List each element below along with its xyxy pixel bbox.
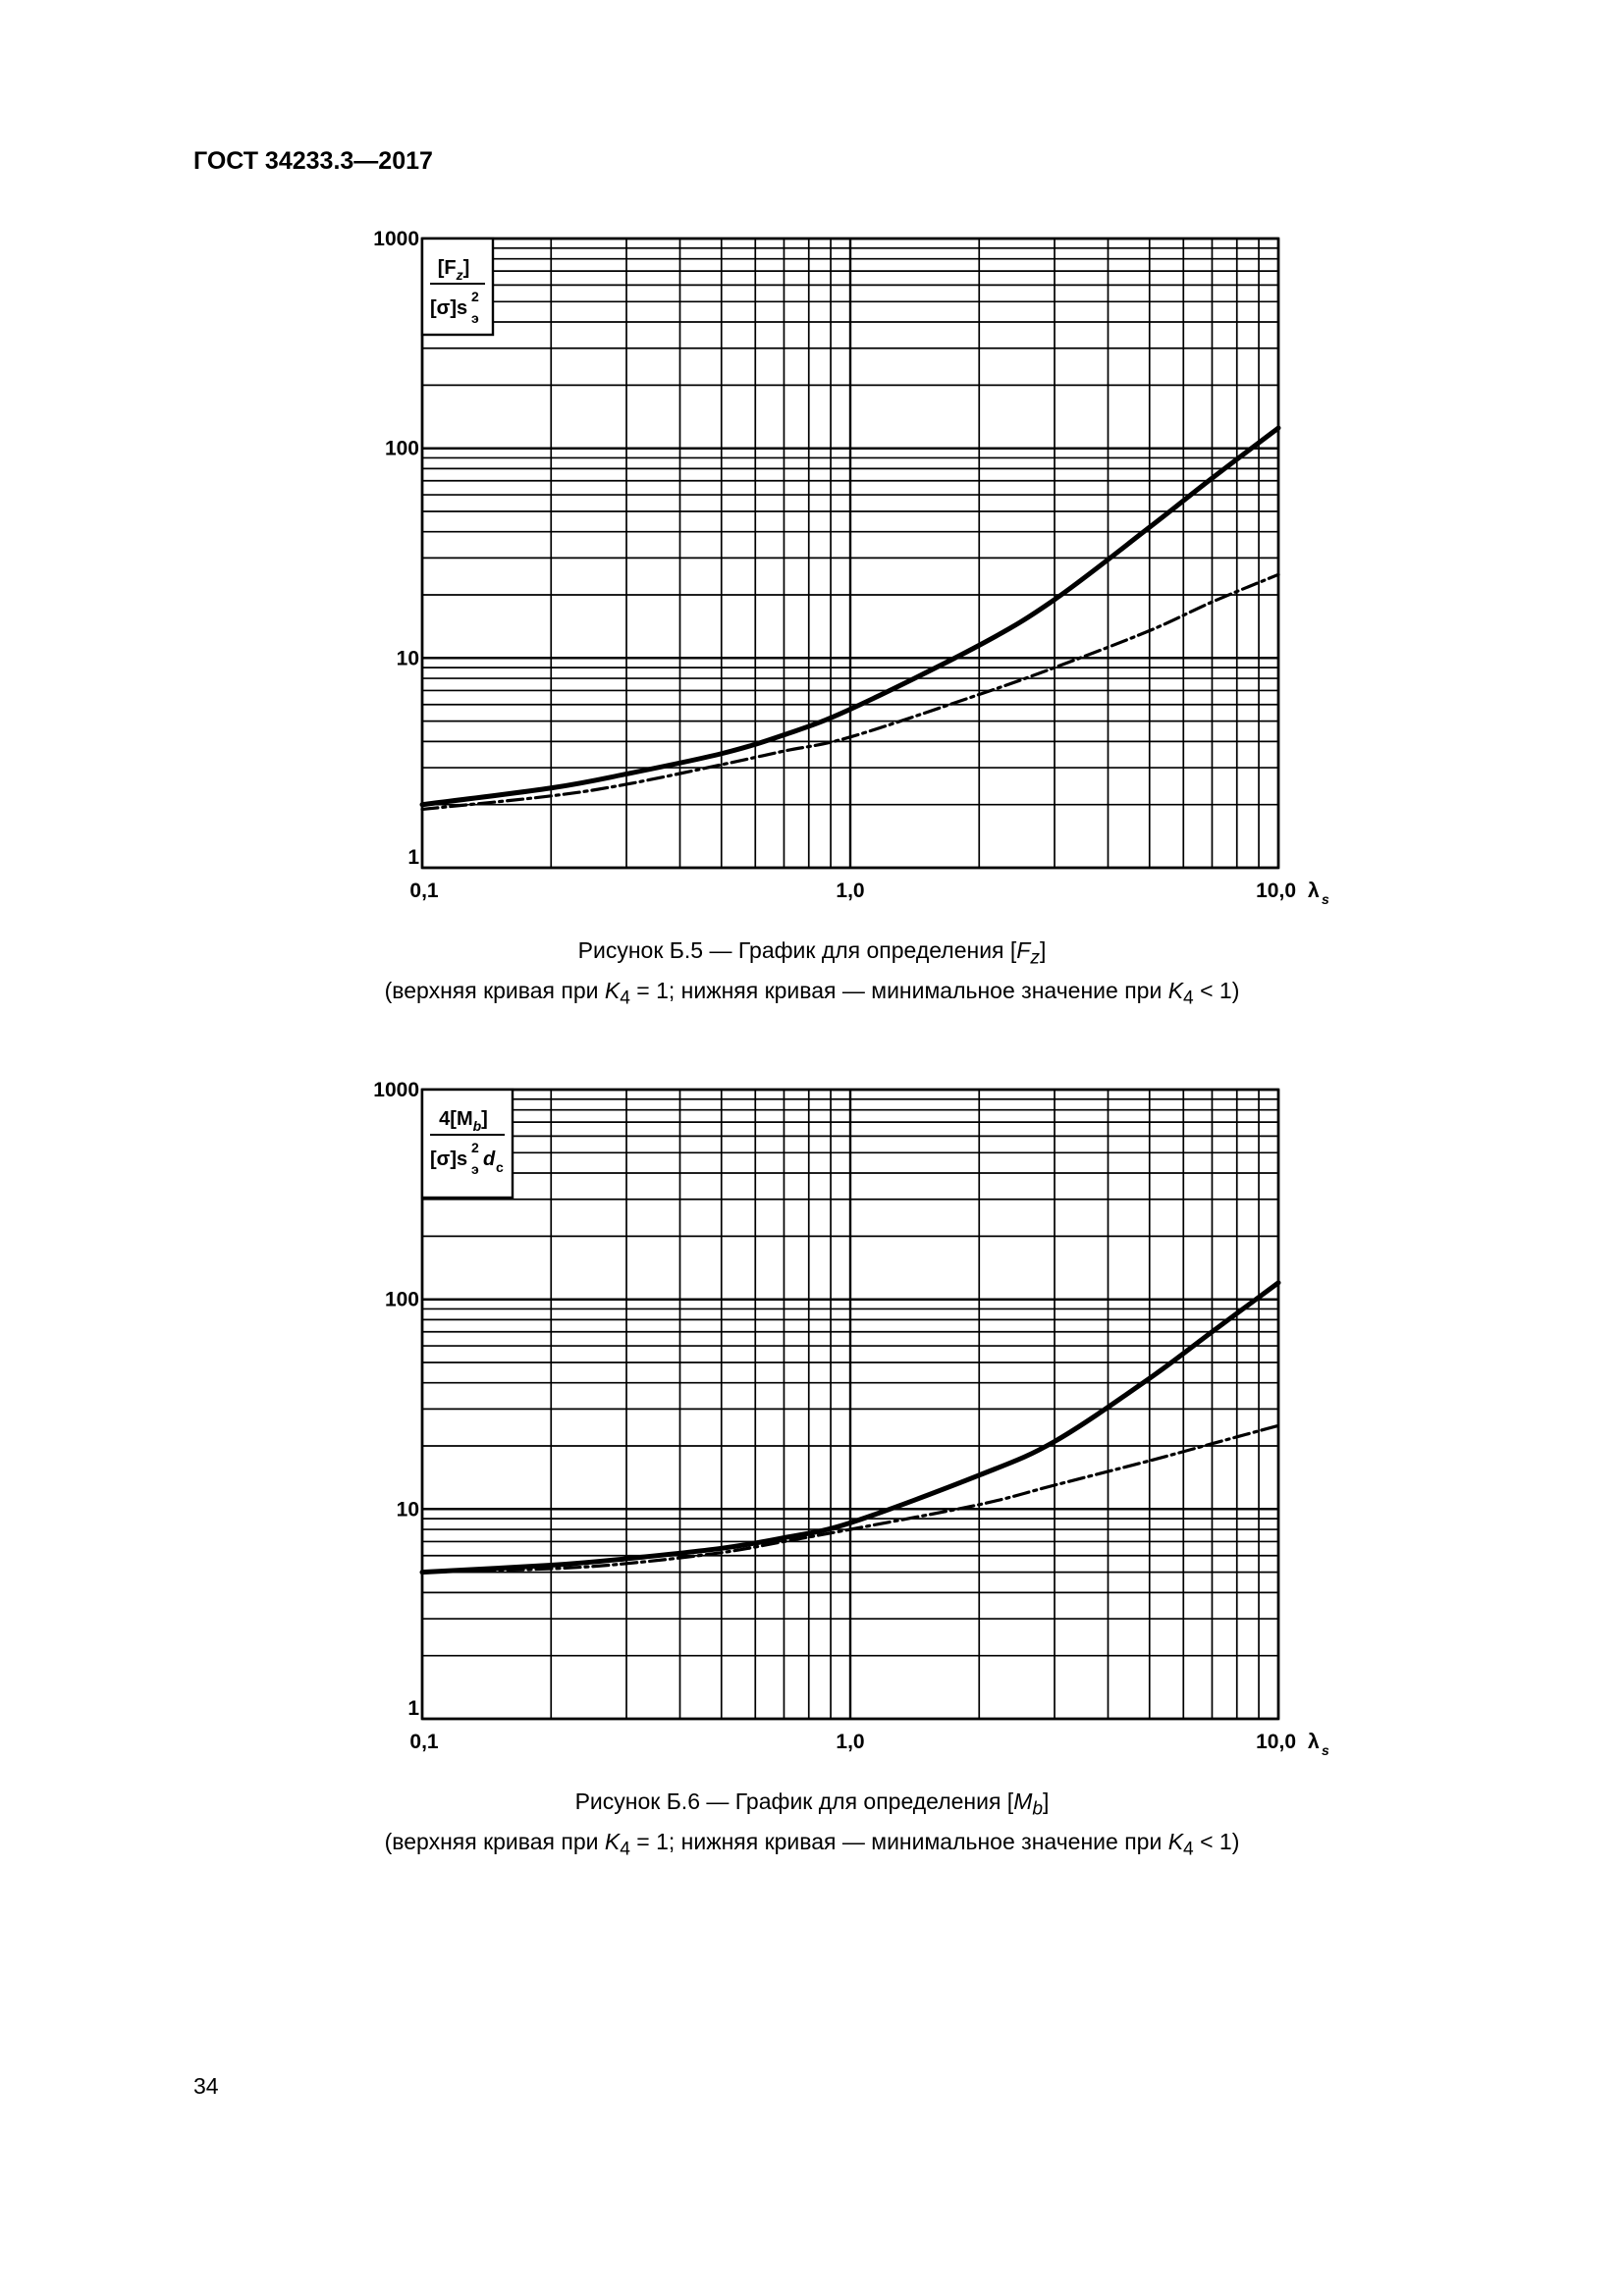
caption-title: [0, 1786, 1624, 1826]
y-label-box-frame: [422, 239, 493, 335]
x-grid-lines: [422, 239, 1278, 868]
x-tick-label: 0,1: [409, 880, 439, 902]
document-header: ГОСТ 34233.3—2017: [193, 147, 433, 175]
caption-note-c: < 1): [1193, 977, 1240, 1003]
caption-variable: F: [1016, 937, 1031, 963]
y-tick-label: 100: [384, 1288, 419, 1311]
chart-mb: [0, 1067, 1624, 1813]
x-tick-label: 1,0: [836, 1731, 865, 1753]
y-label-num-sub: b: [472, 1118, 482, 1134]
caption-note-k: K: [1167, 977, 1184, 1003]
y-tick-label: 10: [396, 647, 419, 670]
caption-prefix: Рисунок Б.6 — График для определения [: [574, 1789, 1014, 1814]
y-label-den-end-sub: c: [496, 1159, 504, 1175]
x-tick-label: 0,1: [409, 1731, 439, 1753]
caption-note-a: (верхняя кривая при: [384, 977, 605, 1003]
x-axis-label: λ: [1308, 880, 1320, 902]
caption-note-k-sub: 4: [1183, 988, 1194, 1009]
y-axis-label-box: [422, 1090, 513, 1198]
caption-note-k-sub: 4: [620, 988, 630, 1009]
caption-note-b: = 1; нижняя кривая — минимальное значение при: [629, 1828, 1168, 1854]
y-tick-label: 10: [396, 1498, 419, 1522]
y-label-box-frame: [422, 1090, 513, 1198]
y-label-den-main: [σ]s: [430, 1148, 468, 1170]
y-label-num-main: [F: [437, 257, 457, 279]
x-tick-label: 10,0: [1256, 1731, 1296, 1753]
caption-note-k-sub: 4: [620, 1839, 630, 1860]
y-label-denominator: [430, 297, 467, 319]
y-label-num-end: ]: [462, 257, 470, 279]
y-label-den-sub: э: [471, 1161, 479, 1177]
figure-caption-b6: [0, 1786, 1624, 1865]
x-grid-lines: [422, 1090, 1278, 1719]
y-axis-label-box: [422, 239, 493, 335]
caption-note: [0, 1826, 1624, 1866]
y-label-den-main: [σ]s: [430, 297, 468, 319]
caption-suffix: ]: [1043, 1789, 1050, 1814]
caption-note-k: K: [604, 1828, 621, 1854]
caption-variable-sub: z: [1030, 947, 1040, 969]
caption-note-k-sub: 4: [1183, 1839, 1194, 1860]
caption-note: [0, 975, 1624, 1015]
x-tick-label: 1,0: [836, 880, 865, 902]
y-tick-label: 1: [407, 1697, 419, 1720]
caption-suffix: ]: [1039, 937, 1047, 963]
caption-variable: M: [1013, 1789, 1033, 1814]
caption-variable-sub: b: [1032, 1798, 1044, 1820]
y-tick-label: 1000: [373, 1079, 419, 1101]
y-tick-label: 100: [384, 437, 419, 460]
x-axis-label: λ: [1308, 1731, 1320, 1753]
y-tick-label: 1: [407, 846, 419, 869]
y-label-num-sub: z: [456, 267, 463, 283]
figure-caption-b5: [0, 934, 1624, 1014]
y-label-num-main: 4[M: [439, 1108, 473, 1130]
caption-note-b: = 1; нижняя кривая — минимальное значение при: [629, 977, 1168, 1003]
caption-note-k: K: [1167, 1828, 1184, 1854]
y-label-den-sup: 2: [471, 1140, 479, 1155]
caption-note-a: (верхняя кривая при: [384, 1828, 605, 1854]
y-label-den-sub: э: [471, 310, 479, 326]
y-label-den-end: d: [483, 1148, 496, 1170]
chart-fz: [0, 216, 1624, 962]
caption-note-k: K: [604, 977, 621, 1003]
page-number: 34: [193, 2073, 219, 2099]
y-tick-label: 1000: [373, 228, 419, 250]
x-tick-label: 10,0: [1256, 880, 1296, 902]
y-label-den-sup: 2: [471, 289, 479, 304]
caption-title: [0, 934, 1624, 975]
caption-note-c: < 1): [1193, 1828, 1240, 1854]
x-axis-label-sub: s: [1322, 891, 1329, 907]
x-axis-label-sub: s: [1322, 1742, 1329, 1758]
y-label-denominator: [430, 1148, 467, 1170]
y-label-num-end: ]: [481, 1108, 488, 1130]
caption-prefix: Рисунок Б.5 — График для определения [: [577, 937, 1017, 963]
